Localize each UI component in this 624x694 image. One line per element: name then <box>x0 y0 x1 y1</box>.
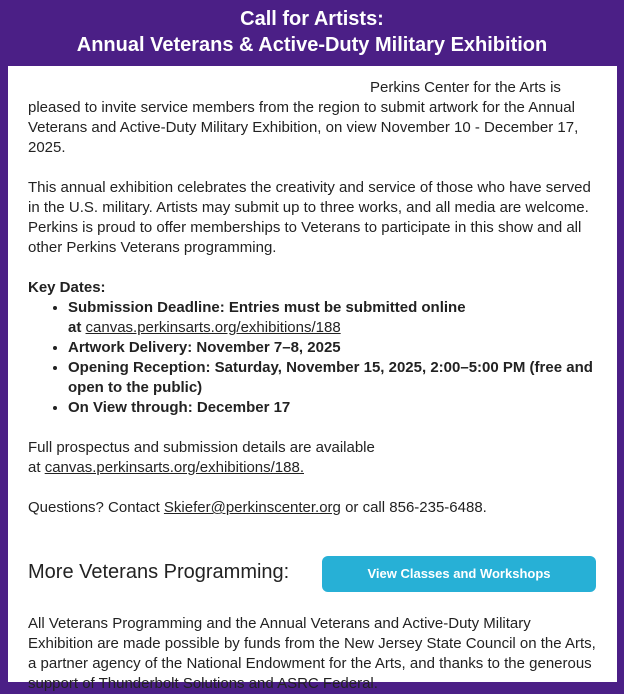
key-dates-list <box>28 298 597 418</box>
prospectus-link[interactable]: canvas.perkinsarts.org/exhibitions/188. <box>44 459 304 476</box>
submission-at: at <box>68 319 86 336</box>
funding-note: All Veterans Programming and the Annual Veterans and Active-Duty Military Exhibition are made possible by funds from the New Jersey State Council on the Arts, a partner agency of the National Endowment for the Arts, and thanks to the generous support of Thunderbolt Solutions and ASRC Federal. <box>28 615 596 692</box>
submission-link[interactable]: canvas.perkinsarts.org/exhibitions/188 <box>85 319 341 336</box>
key-date-on-view: • On View through: December 17 <box>68 398 597 418</box>
view-classes-button[interactable]: View Classes and Workshops <box>322 556 596 592</box>
key-dates-section <box>28 278 597 418</box>
contact-prefix: Questions? Contact <box>28 499 164 516</box>
intro-body: pleased to invite service members from the region to submit artwork for the Annual Veterans and Active-Duty Military Exhibition, on view November 10 - December 17, 2025. <box>28 99 579 156</box>
prospectus-text: Full prospectus and submission details are available <box>28 439 375 456</box>
header-banner <box>0 0 624 66</box>
submission-label: Submission Deadline: Entries must be submitted online <box>68 299 466 316</box>
programming-heading: More Veterans Programming: <box>28 561 290 583</box>
intro-paragraph <box>28 78 597 158</box>
header-title-line2: Annual Veterans & Active-Duty Military Exhibition <box>76 34 548 56</box>
programming-row <box>28 548 597 598</box>
key-date-delivery: • Artwork Delivery: November 7–8, 2025 <box>68 338 597 358</box>
intro-lead: Perkins Center for the Arts is <box>370 79 561 96</box>
header-title-line1: Call for Artists: <box>240 8 384 30</box>
contact-suffix: or call 856-235-6488. <box>340 499 487 516</box>
key-date-reception: • Opening Reception: Saturday, November 15, 2025, 2:00–5:00 PM (free and open to the public) <box>68 358 597 398</box>
key-dates-title: Key Dates: <box>28 279 106 296</box>
content-card <box>8 66 617 692</box>
key-date-submission <box>68 298 597 338</box>
about-paragraph: This annual exhibition celebrates the creativity and service of those who have served in the U.S. military. Artists may submit up to three works, and all media are welcome. Perkins is proud to offer memberships to Veterans to participate in this show and all other Perkins Veterans programming. <box>28 179 591 256</box>
prospectus-at: at <box>28 459 45 476</box>
prospectus-paragraph <box>28 438 597 478</box>
contact-paragraph <box>28 498 597 518</box>
contact-email-link[interactable]: Skiefer@perkinscenter.org <box>163 499 341 516</box>
